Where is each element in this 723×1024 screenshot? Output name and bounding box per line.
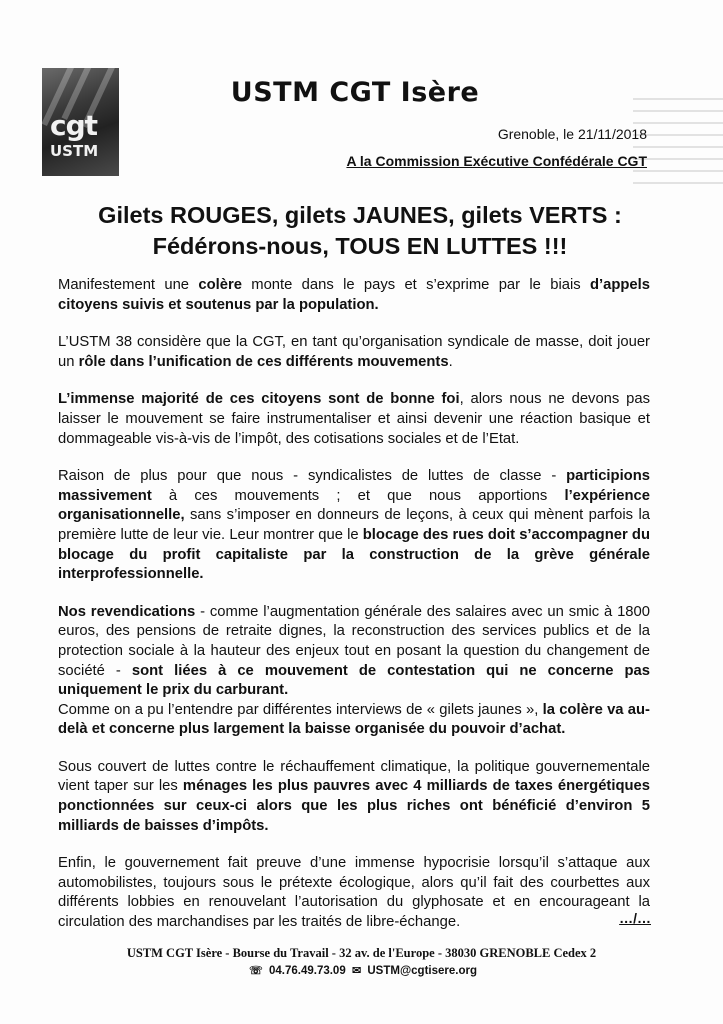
text-run: Enfin, le gouvernement fait preuve d’une immense hypocrisie lorsqu’il s’attaque aux automobilistes, toujours sous le prétexte écologique, alors qu’il fait des courbettes aux différents lobbies en renouvelant l’autorisation du glyphosate et en encourageant la circulation des marchandises par les traités de libre-échange. bbox=[58, 855, 650, 931]
bold-text-run: ménages les plus pauvres avec 4 milliards de taxes énergétiques ponctionnées sur ceux-ci alors que les plus riches ont bénéficié d’environ 5 milliards de baisses d’impôts. bbox=[58, 778, 650, 834]
cgt-ustm-logo bbox=[42, 68, 119, 176]
text-run: monte dans le pays et s’exprime par le biais bbox=[241, 277, 590, 293]
paragraph bbox=[58, 701, 650, 740]
footer-address: USTM CGT Isère - Bourse du Travail - 32 av. de l'Europe - 38030 GRENOBLE Cedex 2 bbox=[126, 946, 597, 960]
paragraph bbox=[58, 603, 650, 701]
text-run: à ces mouvements ; et que nous apportions bbox=[151, 487, 565, 504]
bold-text-run: participions massivement bbox=[58, 468, 650, 504]
bold-text-run: blocage des rues doit s’accompagner du blocage du profit capitaliste par la construction de la grève générale interprofessionnelle. bbox=[58, 526, 650, 583]
bold-text-run: d’appels citoyens suivis et soutenus par la population. bbox=[58, 277, 650, 313]
text-run: Manifestement une bbox=[58, 277, 199, 293]
text-run: . bbox=[448, 353, 453, 370]
bold-text-run: colère bbox=[198, 277, 242, 293]
text-run: , alors nous ne devons pas laisser le mouvement se faire instrumentaliser et ainsi devenir une réaction basique et dommageable vis-à-vis de l’impôt, des cotisations sociales et de l’Etat. bbox=[58, 391, 650, 447]
paragraph bbox=[58, 390, 650, 449]
paragraph bbox=[58, 854, 650, 932]
bold-text-run: sont liées à ce mouvement de contestation qui ne concerne pas uniquement le prix du carburant. bbox=[58, 662, 650, 699]
paragraph bbox=[58, 333, 650, 372]
logo-text: cgt bbox=[50, 109, 98, 142]
headline bbox=[40, 200, 680, 262]
text-run: sans s’imposer en donneurs de leçons, à ceux qui mènent parfois la première lutte de leur vie. Leur montrer que le bbox=[58, 507, 650, 543]
letter-body bbox=[58, 276, 650, 951]
text-run: L’USTM 38 considère que la CGT, en tant qu’organisation syndicale de masse, doit jouer un bbox=[58, 334, 650, 370]
phone-icon: ☏ bbox=[249, 965, 263, 977]
text-run: Comme on a pu l’entendre par différentes interviews de « gilets jaunes », bbox=[58, 701, 543, 718]
footer-contact bbox=[40, 964, 683, 977]
bold-text-run: l’expérience organisationnelle, bbox=[58, 487, 650, 524]
paragraph bbox=[58, 467, 650, 585]
recipient-line: A la Commission Exécutive Confédérale CGT bbox=[346, 153, 647, 169]
envelope-icon: ✉ bbox=[351, 965, 362, 977]
footer-phone: 04.76.49.73.09 bbox=[268, 965, 346, 977]
place-and-date: Grenoble, le 21/11/2018 bbox=[497, 126, 647, 142]
bold-text-run: L’immense majorité de ces citoyens sont de bonne foi bbox=[58, 391, 460, 408]
continuation-mark: …/… bbox=[619, 910, 651, 926]
text-run: Raison de plus pour que nous - syndicalistes de luttes de classe - bbox=[58, 468, 567, 485]
paragraph bbox=[58, 758, 650, 836]
bold-text-run: Nos revendications bbox=[58, 603, 196, 620]
headline-line-1: Gilets ROUGES, gilets JAUNES, gilets VERTS : bbox=[98, 202, 622, 228]
organization-title: USTM CGT Isère bbox=[230, 77, 480, 108]
text-run: - comme l’augmentation générale des salaires avec un smic à 1800 euros, des pensions de retraite dignes, la reconstruction des services publics et de la protection sociale à la hauteur des enjeux tout en posant la question du changement de société - bbox=[58, 603, 650, 679]
logo-subtext: USTM bbox=[50, 142, 99, 160]
footer-email: USTM@cgtisere.org bbox=[367, 965, 477, 977]
headline-line-2: Fédérons-nous, TOUS EN LUTTES !!! bbox=[152, 233, 568, 259]
bold-text-run: rôle dans l’unification de ces différents mouvements bbox=[78, 353, 449, 370]
paragraph bbox=[58, 276, 650, 315]
text-run: Sous couvert de luttes contre le réchauffement climatique, la politique gouvernementale vient taper sur les bbox=[58, 758, 650, 795]
bold-text-run: la colère va au-delà et concerne plus largement la baisse organisée du pouvoir d’achat. bbox=[58, 701, 650, 738]
